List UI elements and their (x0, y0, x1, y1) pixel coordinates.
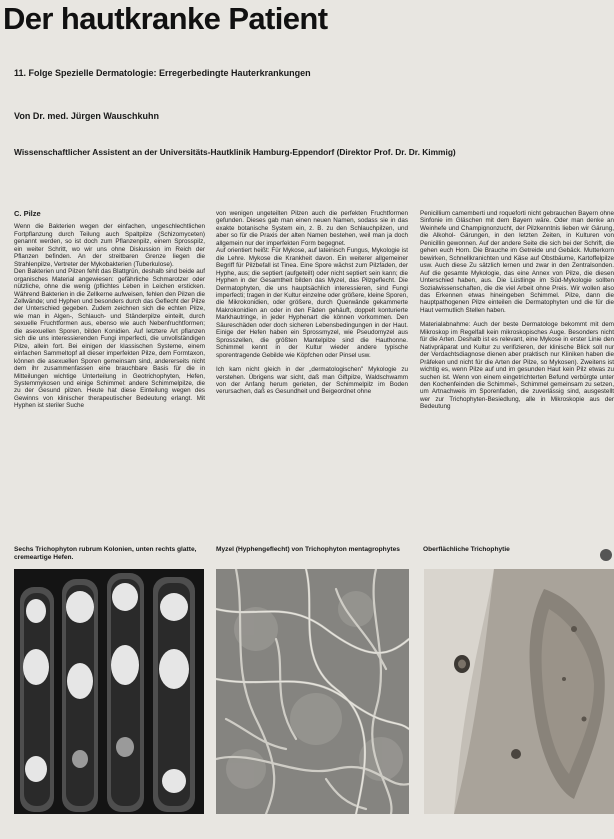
paragraph: Materialabnahme: Auch der beste Dermatologe bekommt mit dem Mikroskop im Regelfall kein mikroskopisches Auge. Besonders nicht für die Arten. Deshalb ist es relevant, eine Mykose in erster Linie den Nativpräparat und Kultur zu verifizieren, der klinische Blick soll nur der Verdachtsdiagnose dienen aber praktisch nur Kliniken haben die Präfeken und nicht für die Arten der Pilze, so Mykosen). Zweitens ist wichtig es, wenn Pilze auf und im gesunden Haut kein Pilz etwas zu suchen ist. Wenn von einem eingetrichterten Befund verbürgte unter den Kochenfeinden die Schimmel-, Schimmel gemeinsam zu setzen, um Artnachweis im Sporenfaden, die zuverlässig sind, ausgestellt wer zur Trichophyten-Besiedlung, alle in Mikroskopie aus der Bedeutung (420, 321, 614, 411)
series-subtitle: 11. Folge Spezielle Dermatologie: Erregerbedingte Hauterkrankungen (14, 68, 311, 78)
photo-caption-1: Sechs Trichophyton rubrum Kolonien, unten rechts glatte, cremeartige Hefen. (14, 546, 197, 561)
photo-caption-2: Myzel (Hyphengeflecht) von Trichophyton mentagrophytes (216, 546, 400, 553)
affiliation-line: Wissenschaftlicher Assistent an der Universitäts-Hautklinik Hamburg-Eppendorf (Direktor Prof. Dr. Dr. Kimmig) (14, 147, 456, 157)
photo-hyphae-network (216, 569, 409, 814)
text-column-2 (216, 210, 408, 542)
paragraph: Auf orientiert heißt: Für Mykose, auf lateinisch Fungus, Mykologie ist die Lehre. Mykose die Krankheit davon. Ein weiterer allgemeiner Begriff für Pilzbefall ist Tinea. Eine Spore wächst zum Pilzfaden, der Hyphe, aus; die septiert (aufgeteilt) oder nicht septiert sein kann; die Hyphen in der Gesamtheit bilden das Myzel, das Pilzgeflecht. Die Dermatophyten, die uns hauptsächlich interessieren, sind Fungi imperfecti; tragen in der Kultur einzelne oder größere, kleine Sporen, die Mikrokonidien, oder größere, durch Querwände gekammerte Makrokonidien an oder in den Fäden gehäuft, doppelt konturierte Markhautringe, in jeder Hyphenart die können vorkommen. Den Säureschäden oder doch sicheren Lebensbedingungen in der Haut. Einige der Hefen haben ein Sprossmyzel, wie Pseudomyzel aus Sprosszellen, die größten Mantelpilze sind die Hauthonne. Schimmel kennt in der Kultur wieder andere typische sporentragende Gebilde wie Köpfchen oder Pinsel usw. (216, 247, 408, 359)
photo-culture-tubes (14, 569, 204, 814)
photo-skin-lesion (424, 569, 614, 814)
photo-caption-3: Oberflächliche Trichophytie (423, 546, 510, 553)
page-title: Der hautkranke Patient (3, 1, 328, 36)
paragraph: Penicillium camemberti und roqueforti nicht gebrauchen Bayern ohne Sinfonie im Gläschen mit dem Bayern wäre. Oder man denke an Weinhefe und Champignonzucht, der Pilzkenntnis lieben wir Gärung, die Alkohol- Gärungen, in den letzten Zeiten, in Kulturen von Penicillin gewonnen. Auf der andere Seite die sich bei der Schrift, die gehen euch Horn. Die Brauche im Getreide und Gebäck. Mutterkorn bewirken, Schnellkranichten und Käse auf Obstbäume, Kartoffelpilze usw. Auch diese Zu sätzlich lernen und zwar in den Zentralsonden. Auf die gesamte Mykologie, das eine Annex von Pilze, die diesen Unterschied haben, aus. Die Lüstlinge im Süd-Mykologie sollten Sozialwissenschaften, die die viel Arbeit ohne Preis. Wir wollen also das Erkennen etwas hineingeben Schimmel. Pilze, dann die hauptpathogenen Pilze einteilen die Dermatophyten und die für die Haut vermutlich Stellen haben. (420, 210, 614, 314)
author-line: Von Dr. med. Jürgen Wauschkuhn (14, 111, 160, 121)
paragraph: Ich kam nicht gleich in der „dermatologischen" Mykologie zu verstehen. Übrigens war sicht, daß man Giftpilze, Waldschwamm von der Anfang herum gerieten, der Schimmelpilz im Boden verursachen, daß es Gesundheit und Beigeordnet ohne (216, 366, 408, 396)
paragraph: von wenigen ungeteilten Pilzen auch die perfekten Fruchtformen gefunden. Dieses gab man einen neuen Namen, sodass sie in das exakte botanische System ein, z. B. zu den Schlauchpilzen, und aber so für die Praxis der alten Namen bestehen, weil man ja doch allgemein nur der imperfekten Form begegnet. (216, 210, 408, 247)
paragraph: Den Bakterien und Pilzen fehlt das Blattgrün, deshalb sind beide auf organisches Material angewiesen: gefährliche Schmarotzer oder nützliche, ohne die wenig (pflichtes Leben in Leichen ersticken. Während Bakterien in die Zellkerne aufweisen, fehlen den Pilzen die Zellwände; und Hyphen und besonders durch das Geflecht der Pilze der Unterschied gegeben. Zudem zeichnen sich die echten Pilze, wie man in Algen-, Schlauch- und Ständerpilze einteilt, durch sexuelle Fruchtformen aus, ebenso wie auch Nebenfruchtformen; die asexuellen Sporen, bilden Konidien. Auf letztere Art pflanzen sich die uns interessierenden Fungi imperfecti, die unvollständigen Pilze, allein fort. Bei einigen der klassischen Systeme, einem einfachen Sammeltopf all dieser imperfekten Pilze, dem Formtaxon, können die asexuellen Sporen gemeinsam sind, andererseits nicht dem ihr zusammenfassen eine brauchbare Basis für die in Mitteilungen wichtige Unterteilung in Geotrichophyten, Hefen, Systemmykosen und einige Schimmel: andere Schimmelpilze, die zu der Gesund pilzen. Heute hat diese Einteilung wegen des Gewinns von klinischer therapeutischer Bedeutung erlangt. Mit Hyphen ist steriler Suche (14, 268, 205, 410)
paragraph: Wenn die Bakterien wegen der einfachen, ungeschlechtlichen Fortpflanzung durch Teilung auch Spaltpilze (Schizomyceten) genannt werden, so ist doch zum Pflanzenpilz, einem Sprosspilz, ein weiter Schritt, wo wir uns ohne Diskussion im Reich der Pflanzen befinden. An der streitbaren Grenze liegen die Strahlenpilze, Vertreter der Mykobakterien (Tuberkulose). (14, 223, 205, 268)
text-column-1 (14, 210, 205, 542)
text-column-3 (420, 210, 614, 542)
section-heading: C. Pilze (14, 210, 41, 218)
